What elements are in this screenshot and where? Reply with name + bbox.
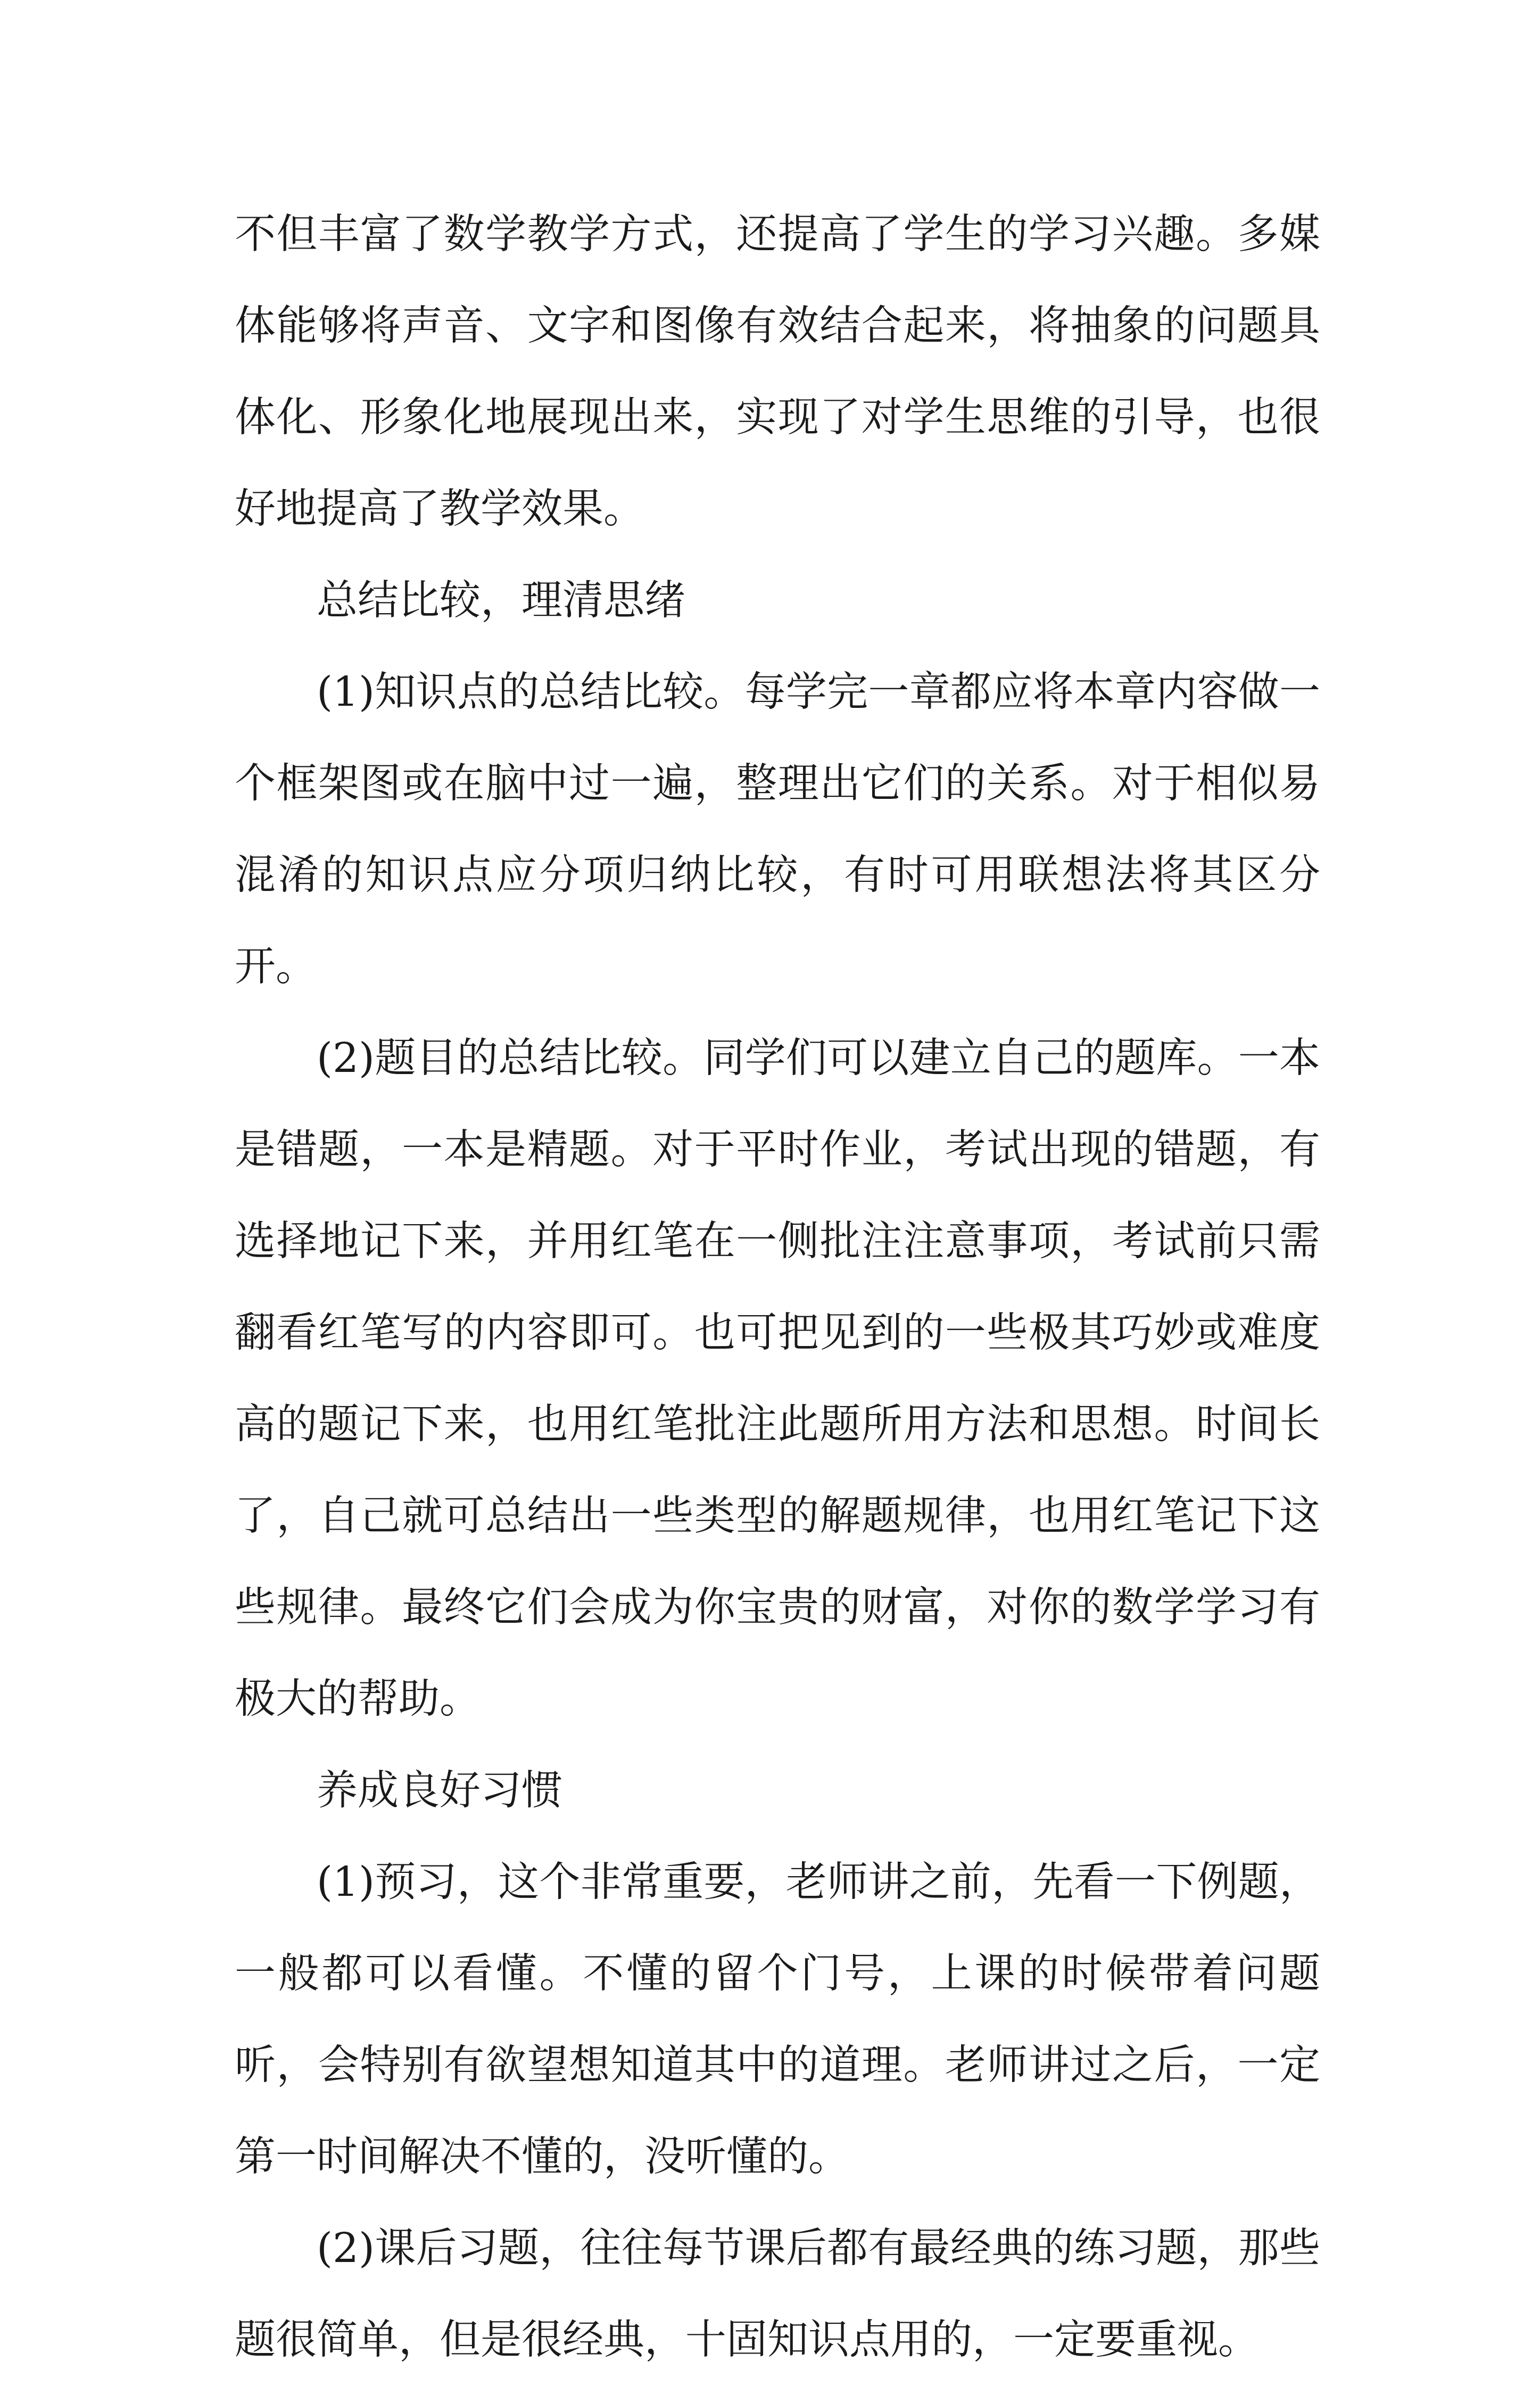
- paragraph-intro: 不但丰富了数学教学方式，还提高了学生的学习兴趣。多媒体能够将声音、文字和图像有效结合起来，将抽象的问题具体化、形象化地展现出来，实现了对学生思维的引导，也很好地提高了教学效果。: [235, 211, 1320, 533]
- paragraph-preview: (1)预习，这个非常重要，老师讲之前，先看一下例题，一般都可以看懂。不懂的留个门号，上课的时候带着问题听，会特别有欲望想知道其中的道理。老师讲过之后，一定第一时间解决不懂的，没听懂的。: [235, 1859, 1320, 2181]
- section-heading-habits: 养成良好习惯: [317, 1767, 562, 1814]
- paragraph-knowledge-points: (1)知识点的总结比较。每学完一章都应将本章内容做一个框架图或在脑中过一遍，整理出它们的关系。对于相似易混淆的知识点应分项归纳比较，有时可用联想法将其区分开。: [235, 668, 1320, 990]
- paragraph-exercises: (2)课后习题，往往每节课后都有最经典的练习题，那些题很简单，但是很经典，十固知识点用的，一定要重视。: [235, 2225, 1320, 2364]
- document-body: [235, 189, 1320, 2386]
- paragraph-question-bank: (2)题目的总结比较。同学们可以建立自己的题库。一本是错题，一本是精题。对于平时作业，考试出现的错题，有选择地记下来，并用红笔在一侧批注注意事项，考试前只需翻看红笔写的内容即可。也可把见到的一些极其巧妙或难度高的题记下来，也用红笔批注此题所用方法和思想。时间长了，自己就可总结出一些类型的解题规律，也用红笔记下这些规律。最终它们会成为你宝贵的财富，对你的数学学习有极大的帮助。: [235, 1035, 1320, 1723]
- section-heading-summary: 总结比较，理清思绪: [317, 577, 685, 624]
